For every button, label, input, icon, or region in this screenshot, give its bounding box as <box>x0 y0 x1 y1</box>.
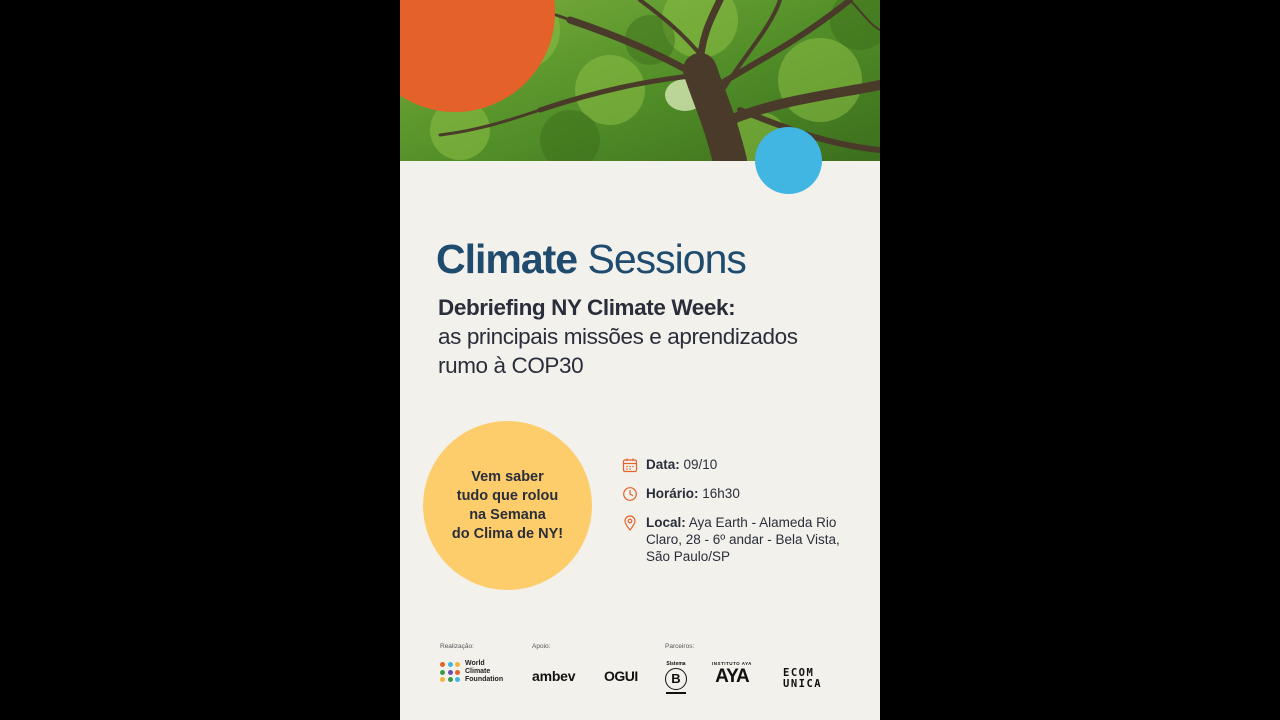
apoio-label: Apoio: <box>532 643 551 650</box>
blue-circle-decoration <box>755 127 822 194</box>
aya-top: INSTITUTO AYA <box>712 661 752 666</box>
sistema-b-underline <box>666 692 686 694</box>
subtitle-line-2: as principais missões e aprendizados <box>438 324 798 349</box>
place-label: Local: <box>646 515 686 530</box>
time-value: 16h30 <box>702 486 740 501</box>
poster-subtitle <box>438 293 868 380</box>
wcf-name: World Climate Foundation <box>465 660 504 683</box>
parceiros-label: Parceiros: <box>665 643 695 650</box>
title-bold: Climate <box>436 236 578 282</box>
ecom-unica-logo <box>783 668 822 690</box>
ecom-line-2: UNICA <box>783 678 823 690</box>
sistema-b-top: Sistema <box>666 661 686 667</box>
clock-icon <box>622 486 638 502</box>
ambev-logo: ambev <box>532 668 576 684</box>
event-poster <box>400 0 880 720</box>
subtitle-line-3: rumo à COP30 <box>438 353 584 378</box>
location-row <box>622 514 840 565</box>
location-pin-icon <box>622 515 638 531</box>
calendar-icon <box>622 457 638 473</box>
realizacao-label: Realização: <box>440 643 474 650</box>
date-label: Data: <box>646 457 680 472</box>
place-value: Aya Earth - Alameda Rio <box>688 515 837 530</box>
instituto-aya-logo <box>712 661 752 688</box>
subtitle-headline: Debriefing NY Climate Week: <box>438 295 736 320</box>
wcf-dots-icon <box>440 662 460 682</box>
time-label: Horário: <box>646 486 699 501</box>
ecom-line-1: ECOM <box>783 667 815 679</box>
cta-circle <box>423 421 592 590</box>
place-value-line-3: São Paulo/SP <box>646 549 731 564</box>
title-regular: Sessions <box>587 236 746 282</box>
aya-mark: AYA <box>715 666 749 687</box>
sponsors-footer <box>400 640 880 720</box>
world-climate-foundation-logo <box>440 660 503 684</box>
place-value-line-2: Claro, 28 - 6º andar - Bela Vista, <box>646 532 840 547</box>
ogui-logo: OGUI <box>604 668 638 684</box>
time-row <box>622 485 740 502</box>
poster-title <box>436 236 746 283</box>
sistema-b-logo <box>664 661 688 694</box>
cta-text: Vem saber tudo que rolou na Semana do Clima de NY! <box>451 468 564 542</box>
date-row <box>622 456 717 473</box>
date-value: 09/10 <box>683 457 718 472</box>
sistema-b-letter: B <box>665 668 687 690</box>
